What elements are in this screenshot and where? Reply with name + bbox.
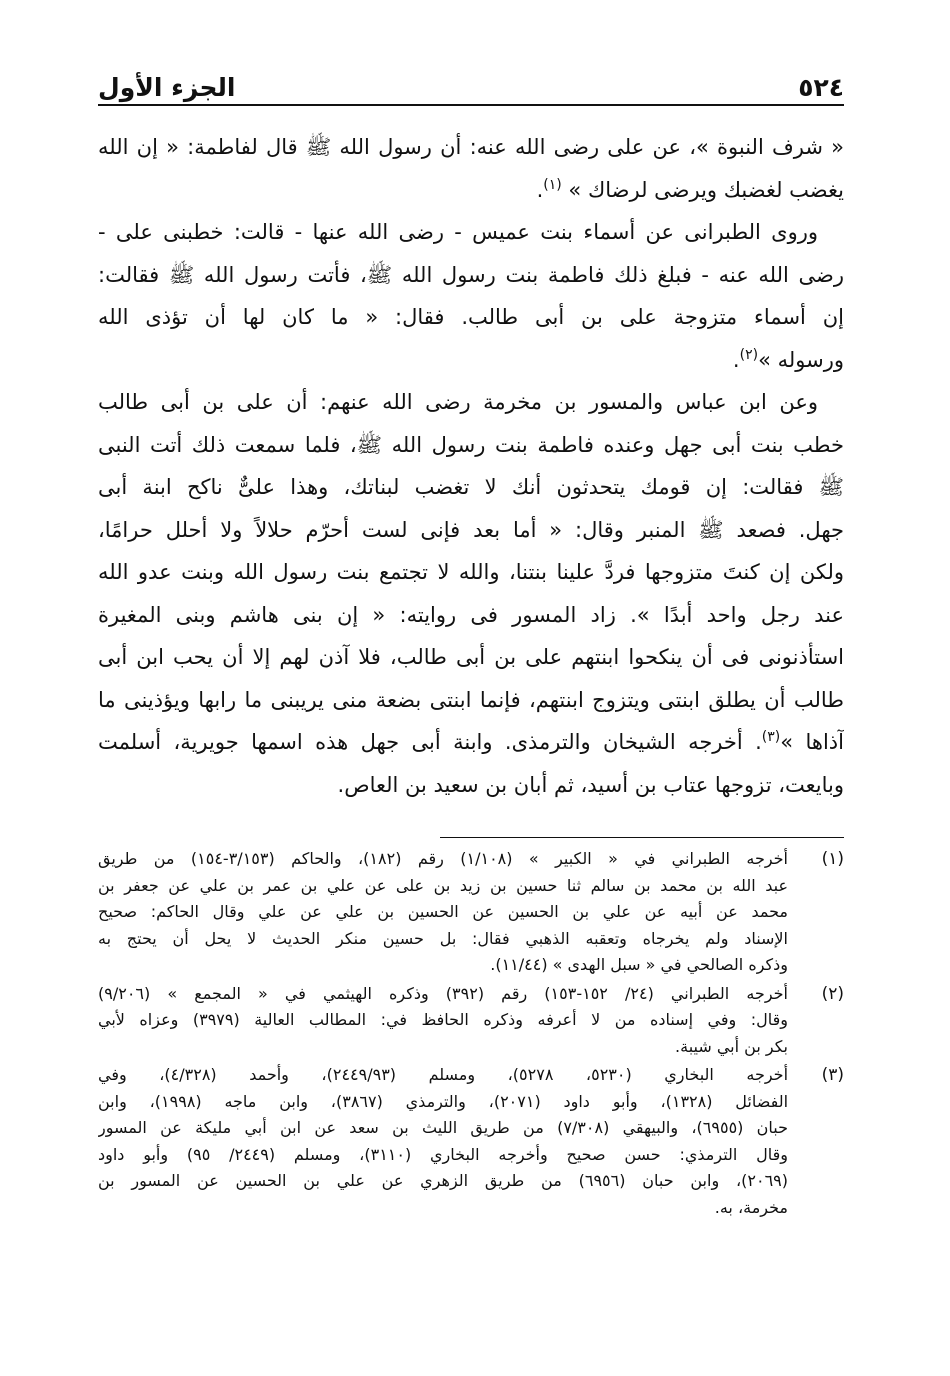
text-line	[98, 721, 844, 764]
footnote-ref-2: (٢)	[739, 346, 759, 363]
text-line: وعن ابن عباس والمسور بن مخرمة رضى الله عنهم: أن على بن أبى طالب	[98, 390, 818, 414]
footnote-line: أخرجه الطبراني في « الكبير » (١/١٠٨) رقم (١٨٢)، والحاكم (٣/١٥٣-١٥٤) من طريق	[98, 849, 788, 868]
footnote-1	[98, 846, 844, 979]
footnote-ref-1: (١)	[543, 176, 562, 193]
footnote-line: أخرجه الطبراني (٢٤/ ١٥٢-١٥٣) رقم (٣٩٢) وذكره الهيثمي في « المجمع » (٩/٢٠٦)	[98, 983, 788, 1003]
text-line-tail: .	[536, 177, 544, 202]
footnote-ref-3: (٣)	[761, 729, 781, 745]
paragraph-1	[98, 126, 844, 211]
footnote-number: (١)	[821, 849, 844, 869]
text-line: خطب بنت أبى جهل وعنده فاطمة بنت رسول الله ﷺ، فلما سمعت ذلك أتت النبى	[98, 432, 844, 457]
footnote-line: الفضائل (١٣٢٨)، وأبو داود (٢٠٧١)، والترمذي (٣٨٦٧)، وابن ماجه (١٩٩٨)، وابن	[98, 1091, 788, 1111]
text-line: جهل. فصعد ﷺ المنبر وقال: « أما بعد فإنى لست أحرّم حلالاً ولا أحلل حرامًا،	[98, 517, 844, 542]
footnote-number: (٢)	[821, 983, 844, 1004]
paragraph-3	[98, 381, 844, 806]
footnote-line: وقال: وفي إسناده من لا أعرفه وذكره الحافظ في: المطالب العالية (٣٩٧٩) وعزاه لأبي	[98, 1010, 788, 1029]
footnote-line: وذكره الصالحي في « سبل الهدى » (١١/٤٤).	[490, 955, 788, 974]
footnote-line: وقال الترمذي: حسن صحيح وأخرجه البخاري (٣١١٠)، ومسلم (٢٤٤٩/ ٩٥) وأبو داود	[98, 1144, 788, 1164]
text-line-part: ورسوله »	[758, 347, 844, 372]
footnote-line: عبد الله بن محمد بن سالم ثنا حسين بن زيد بن على عن علي بن عمر بن علي عن جعفر بن	[98, 875, 788, 895]
text-line: ولكن إن كنتَ متزوجها فردَّ علينا بنتنا، والله لا تجتمع بنت رسول الله وبنت عدو الله	[98, 560, 844, 584]
footnote-line: (٢٠٦٩)، وابن حبان (٦٩٥٦) من طريق الزهري عن علي بن الحسين عن المسور بن	[98, 1171, 788, 1190]
text-line-tail: .	[732, 347, 740, 372]
main-text	[98, 126, 844, 806]
text-line: طالب أن يطلق ابنتى ويتزوج ابنتهم، فإنما ابنتى بضعة منى يريبنى ما رابها ويؤذينى ما	[98, 687, 844, 712]
footnote-line: حبان (٦٩٥٥)، والبيهقي (٧/٣٠٨) من طريق الليث بن سعد عن ابن أبي مليكة عن المسور	[98, 1118, 788, 1137]
text-line	[98, 339, 844, 382]
footnote-number: (٣)	[821, 1065, 844, 1085]
text-line-part: آذاها »	[780, 730, 844, 754]
running-header	[98, 58, 844, 100]
footnote-2	[98, 981, 844, 1061]
footnote-line: أخرجه البخاري (٥٢٣٠، ٥٢٧٨)، ومسلم (٢٤٤٩/٩٣)، وأحمد (٤/٣٢٨)، وفي	[98, 1065, 788, 1084]
text-line: وروى الطبرانى عن أسماء بنت عميس - رضى الله عنها - قالت: خطبنى على -	[98, 220, 818, 244]
text-line: إن أسماء متزوجة على بن أبى طالب. فقال: « ما كان لها أن تؤذى الله	[98, 305, 844, 329]
page-number: ٥٢٤	[798, 73, 844, 102]
text-line: وبايعت، تزوجها عتاب بن أسيد، ثم أبان بن سعيد بن العاص.	[337, 772, 844, 797]
text-line: عند رجل واحد أبدًا ». زاد المسور فى روايته: « إن بنى هاشم وبنى المغيرة	[98, 602, 844, 627]
footnote-3	[98, 1062, 844, 1221]
paragraph-2	[98, 211, 844, 381]
text-line: استأذنونى فى أن ينكحوا ابنتهم على بن أبى طالب، فلا آذن لهم إلا أن يحب ابن أبى	[98, 645, 844, 669]
text-line-part: يغضب لغضبك ويرضى لرضاك »	[568, 177, 844, 202]
footnote-separator	[440, 837, 844, 838]
footnote-line: محمد عن أبيه عن علي بن الحسين عن الحسين بن علي عن علي وقال الحاكم: صحيح	[98, 902, 788, 921]
text-line: رضى الله عنه - فبلغ ذلك فاطمة بنت رسول الله ﷺ، فأتت رسول الله ﷺ فقالت:	[98, 262, 844, 287]
footnote-line: الإسناد ولم يخرجاه وتعقبه الذهبي فقال: بل حسين منكر الحديث لا يحل أن يحتج به	[98, 928, 788, 948]
volume-title: الجزء الأول	[98, 73, 236, 102]
footnote-line: مخرمة، به.	[714, 1197, 788, 1217]
text-line-tail: . أخرجه الشيخان والترمذى. وابنة أبى جهل هذه اسمها جويرية، أسلمت	[98, 730, 762, 754]
footnote-line: بكر بن أبي شيبة.	[675, 1036, 788, 1056]
footnotes	[98, 846, 844, 1221]
text-line: ﷺ فقالت: إن قومك يتحدثون أنك لا تغضب لبناتك، وهذا علىٌّ ناكح ابنة أبى	[98, 475, 844, 499]
text-line	[98, 169, 844, 212]
header-rule	[98, 104, 844, 106]
text-line: « شرف النبوة »، عن على رضى الله عنه: أن رسول الله ﷺ قال لفاطمة: « إن الله	[98, 135, 844, 159]
